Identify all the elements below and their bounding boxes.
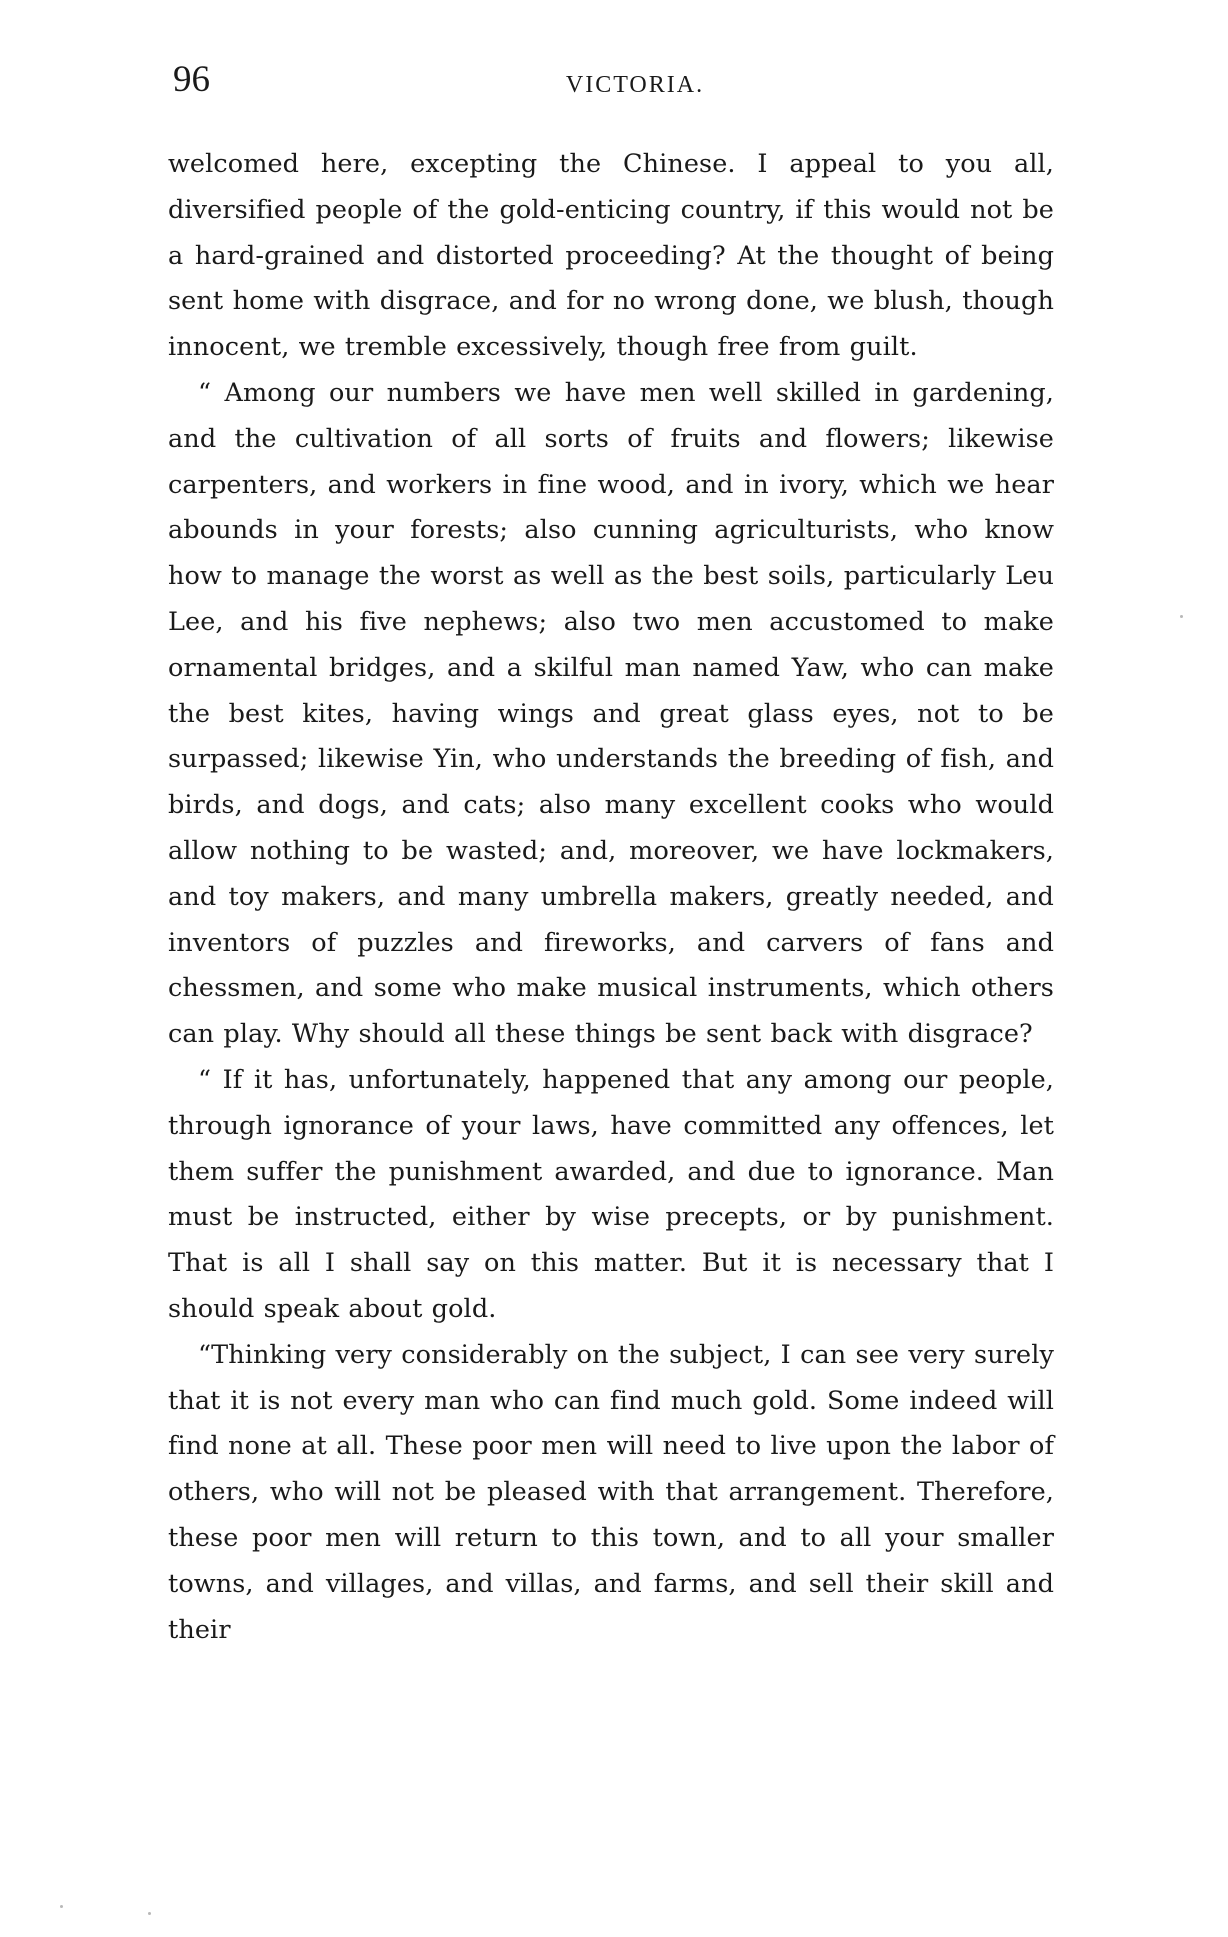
paper-speck bbox=[148, 1912, 151, 1915]
paragraph-1: welcomed here, excepting the Chinese. I appeal to you all, diversified people of the gold-enticing country, if this would not be a hard-grained and distorted proceeding? At the thought of being sent home with disgrace, and for no wrong done, we blush, though innocent, we tremble excessively, though free from guilt. bbox=[168, 149, 1054, 363]
paragraph-4: “Thinking very considerably on the subject, I can see very surely that it is not every man who can find much gold. Some indeed will find none at all. These poor men will need to live upon the labor of others, who will not be pleased with that arrangement. Therefore, these poor men will return to this town, and to all your smaller towns, and villages, and villas, and farms, and sell their skill and their bbox=[168, 1339, 1054, 1645]
body-text bbox=[168, 142, 1054, 1653]
page-number: 96 bbox=[173, 59, 210, 100]
paragraph-3: “ If it has, unfortunately, happened that any among our people, through ignorance of your laws, have committed any offences, let them suffer the punishment awarded, and due to ignorance. Man must be instructed, either by wise precepts, or by punishment. That is all I shall say on this matter. But it is necessary that I should speak about gold. bbox=[168, 1064, 1054, 1324]
paper-speck bbox=[1180, 615, 1183, 618]
paper-speck bbox=[60, 1905, 63, 1908]
page-header bbox=[165, 58, 1055, 118]
running-title: VICTORIA. bbox=[565, 72, 705, 98]
paragraph-2: “ Among our numbers we have men well skilled in gardening, and the cultivation of all sorts of fruits and flowers; likewise carpenters, and workers in fine wood, and in ivory, which we hear abounds in your forests; also cunning agriculturists, who know how to manage the worst as well as the best soils, particularly Leu Lee, and his five nephews; also two men accustomed to make ornamental bridges, and a skilful man named Yaw, who can make the best kites, having wings and great glass eyes, not to be surpassed; likewise Yin, who understands the breeding of fish, and birds, and dogs, and cats; also many excellent cooks who would allow nothing to be wasted; and, moreover, we have lockmakers, and toy makers, and many umbrella makers, greatly needed, and inventors of puzzles and fireworks, and carvers of fans and chessmen, and some who make musical instruments, which others can play. Why should all these things be sent back with disgrace? bbox=[168, 377, 1054, 1050]
